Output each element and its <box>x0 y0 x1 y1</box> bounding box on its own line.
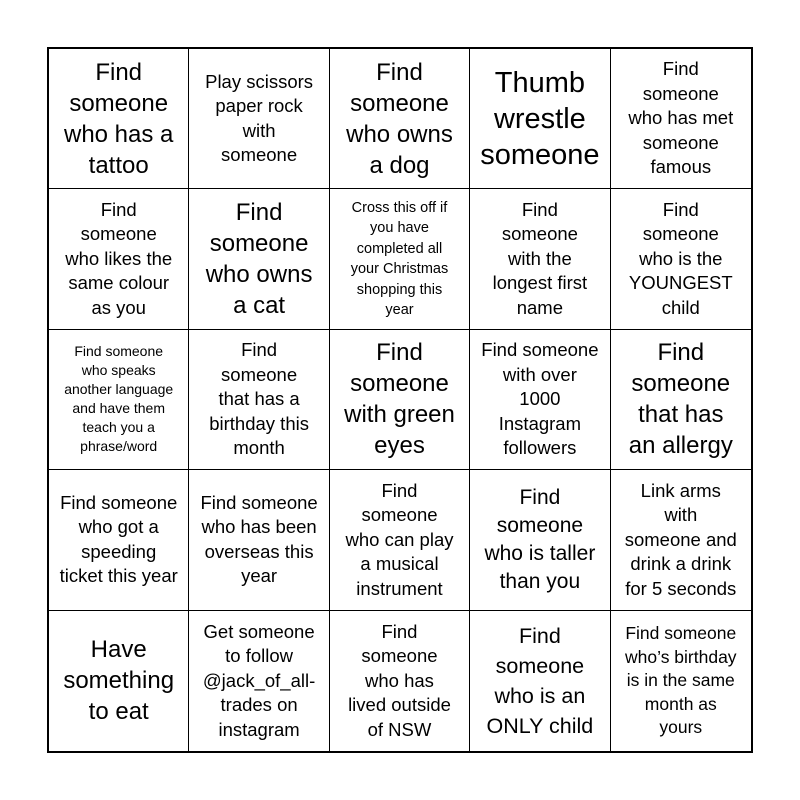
cell-text: Play scissors paper rock with someone <box>205 70 314 166</box>
bingo-cell[interactable] <box>189 49 329 189</box>
cell-text: Find someone who’s birthday is in the same month as yours <box>625 623 737 738</box>
bingo-cell[interactable] <box>611 611 751 751</box>
cell-text: Find someone who is taller than you <box>484 485 596 593</box>
cell-text: Find someone with green eyes <box>344 339 455 460</box>
cell-text: Get someone to follow @jack_of_all- trades on instagram <box>202 620 316 740</box>
bingo-cell[interactable] <box>330 470 470 610</box>
cell-text: Have something to eat <box>63 636 175 726</box>
bingo-cell[interactable] <box>330 611 470 751</box>
cell-text: Cross this off if you have completed all your Christmas shopping this year <box>350 199 449 319</box>
bingo-cell[interactable] <box>470 49 610 189</box>
cell-text: Find someone who is an ONLY child <box>486 623 594 738</box>
bingo-cell[interactable] <box>611 49 751 189</box>
cell-text: Find someone with over 1000 Instagram followers <box>481 339 599 459</box>
cell-text: Find someone who got a speeding ticket this year <box>59 491 178 587</box>
bingo-cell[interactable] <box>330 330 470 470</box>
cell-text: Link arms with someone and drink a drink for 5 seconds <box>624 479 737 599</box>
bingo-board <box>47 47 753 753</box>
cell-text: Find someone who is the YOUNGEST child <box>628 198 733 318</box>
cell-text: Find someone that has an allergy <box>628 339 733 460</box>
cell-text: Thumb wrestle someone <box>480 66 600 171</box>
bingo-cell[interactable] <box>470 470 610 610</box>
bingo-cell[interactable] <box>189 611 329 751</box>
cell-text: Find someone that has a birthday this month <box>209 339 309 459</box>
cell-text: Find someone who has a tattoo <box>63 58 174 179</box>
bingo-cell[interactable] <box>611 330 751 470</box>
cell-text: Find someone who likes the same colour as you <box>65 198 173 318</box>
cell-text: Find someone who has lived outside of NSW <box>348 620 451 740</box>
bingo-cell[interactable] <box>49 189 189 329</box>
cell-text: Find someone who has met someone famous <box>628 58 734 178</box>
bingo-cell[interactable] <box>189 330 329 470</box>
cell-text: Find someone who owns a dog <box>346 58 453 179</box>
bingo-cell[interactable] <box>470 611 610 751</box>
bingo-cell[interactable] <box>189 470 329 610</box>
bingo-cell[interactable] <box>49 49 189 189</box>
cell-text: Find someone who has been overseas this year <box>200 491 318 587</box>
bingo-cell[interactable] <box>470 330 610 470</box>
bingo-cell[interactable] <box>189 189 329 329</box>
cell-text: Find someone who owns a cat <box>205 199 313 320</box>
bingo-cell[interactable] <box>611 189 751 329</box>
bingo-cell[interactable] <box>330 189 470 329</box>
bingo-cell[interactable] <box>49 611 189 751</box>
bingo-cell[interactable] <box>49 470 189 610</box>
cell-text: Find someone who speaks another language and have them teach you a phrase/word <box>64 343 174 455</box>
cell-text: Find someone with the longest first name <box>492 198 588 318</box>
bingo-cell[interactable] <box>49 330 189 470</box>
bingo-cell[interactable] <box>470 189 610 329</box>
cell-text: Find someone who can play a musical instrument <box>345 479 454 599</box>
bingo-cell[interactable] <box>330 49 470 189</box>
bingo-cell[interactable] <box>611 470 751 610</box>
